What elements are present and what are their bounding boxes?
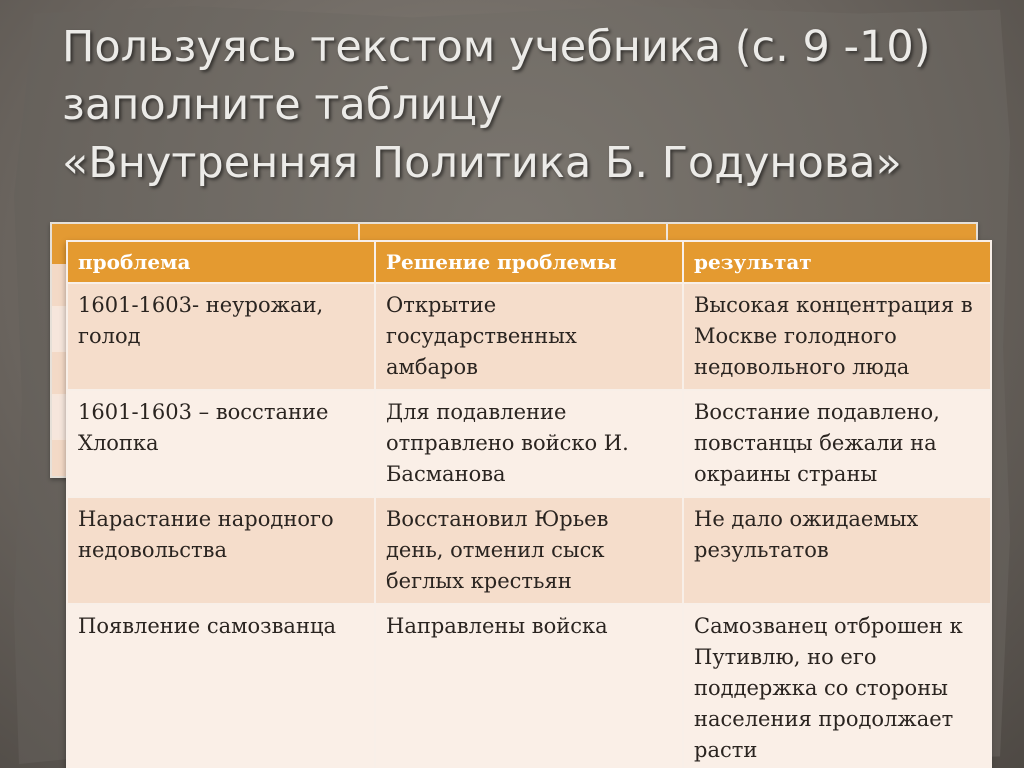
cell-solution: Открытие государственных амбаров <box>375 283 683 390</box>
politics-table <box>66 240 990 768</box>
slide-title <box>62 18 992 192</box>
table-row <box>67 283 991 390</box>
header-solution: Решение проблемы <box>375 241 683 283</box>
cell-result: Восстание подавлено, повстанцы бежали на окраины страны <box>683 390 991 497</box>
title-line-1: Пользуясь текстом учебника (с. 9 -10) <box>62 22 931 72</box>
cell-problem: Появление самозванца <box>67 604 375 768</box>
title-line-3: «Внутренняя Политика Б. Годунова» <box>62 138 902 188</box>
table-header-row <box>67 241 991 283</box>
header-problem: проблема <box>67 241 375 283</box>
table-row <box>67 390 991 497</box>
title-line-2: заполните таблицу <box>62 80 503 130</box>
cell-problem: Нарастание народного недовольства <box>67 497 375 604</box>
cell-result: Не дало ожидаемых результатов <box>683 497 991 604</box>
table-row <box>67 497 991 604</box>
header-result: результат <box>683 241 991 283</box>
cell-result: Самозванец отброшен к Путивлю, но его поддержка со стороны населения продолжает расти <box>683 604 991 768</box>
cell-solution: Для подавление отправлено войско И. Басманова <box>375 390 683 497</box>
cell-solution: Направлены войска <box>375 604 683 768</box>
cell-problem: 1601-1603 – восстание Хлопка <box>67 390 375 497</box>
cell-problem: 1601-1603- неурожаи, голод <box>67 283 375 390</box>
cell-result: Высокая концентрация в Москве голодного недовольного люда <box>683 283 991 390</box>
table-row <box>67 604 991 768</box>
cell-solution: Восстановил Юрьев день, отменил сыск беглых крестьян <box>375 497 683 604</box>
